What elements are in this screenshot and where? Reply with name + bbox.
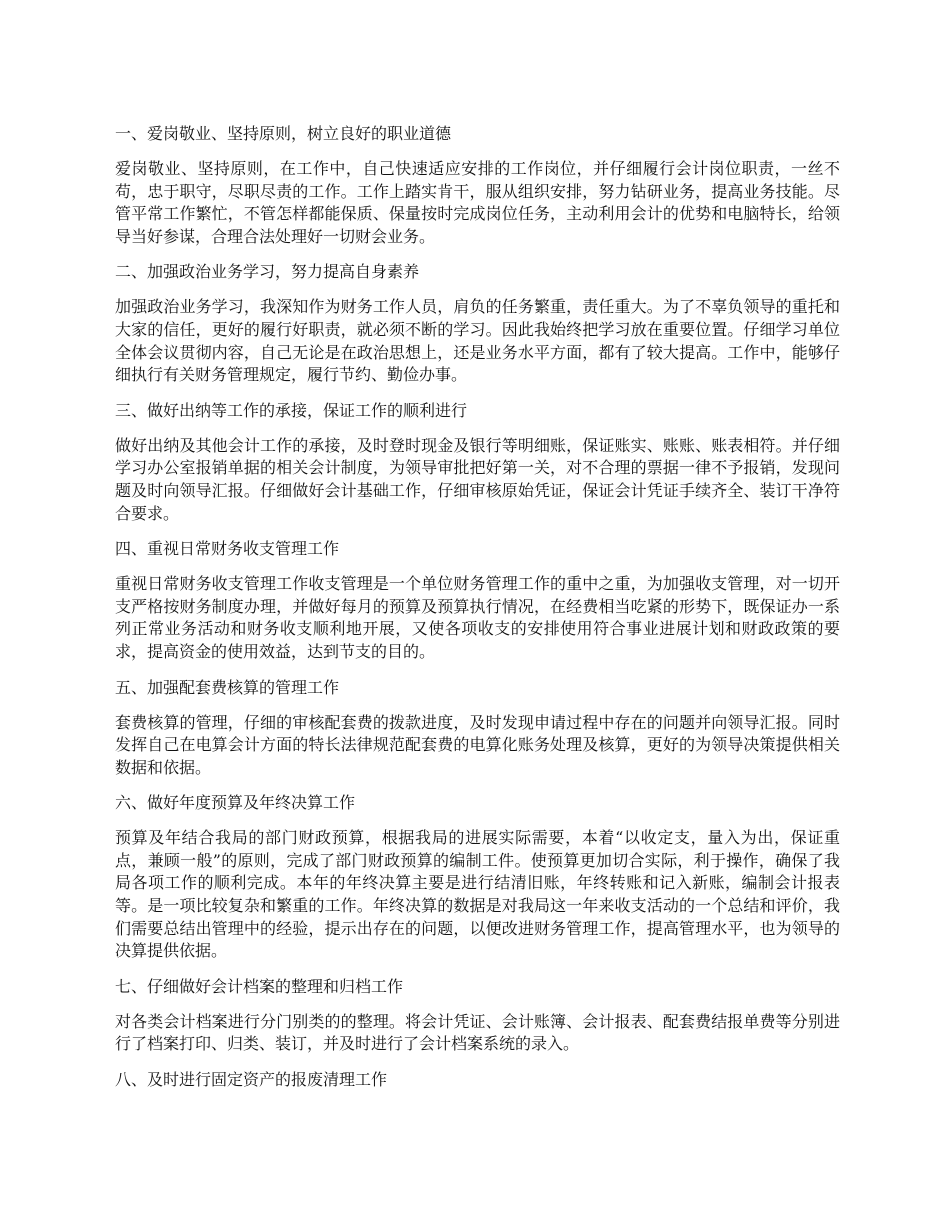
document-page [115,122,840,1104]
section-6-body: 预算及年结合我局的部门财政预算，根据我局的进展实际需要，本着“以收定支，量入为出，保证重点，兼顾一般”的原则，完成了部门财政预算的编制工件。使预算更加切合实际，利于操作，确保了我局各项工作的顺利完成。本年的年终决算主要是进行结清旧账，年终转账和记入新账，编制会计报表等。是一项比较复杂和繁重的工作。年终决算的数据是对我局这一年来收支活动的一个总结和评价，我们需要总结出管理中的经验，提示出存在的问题，以便改进财务管理工作，提高管理水平，也为领导的决算提供依据。 [115,828,840,961]
section-1-heading: 一、爱岗敬业、坚持原则，树立良好的职业道德 [115,124,452,143]
section-5-body: 套费核算的管理，仔细的审核配套费的拨款进度，及时发现申请过程中存在的问题并向领导汇报。同时发挥自己在电算会计方面的特长法律规范配套费的电算化账务处理及核算，更好的为领导决策提供相关数据和依据。 [115,712,840,777]
section-3-body: 做好出纳及其他会计工作的承接，及时登时现金及银行等明细账，保证账实、账账、账表相符。并仔细学习办公室报销单据的相关会计制度，为领导审批把好第一关，对不合理的票据一律不予报销，发现问题及时向领导汇报。仔细做好会计基础工作，仔细审核原始凭证，保证会计凭证手续齐全、装订干净符合要求。 [115,435,840,523]
section-4-heading: 四、重视日常财务收支管理工作 [115,539,340,559]
section-4-body: 重视日常财务收支管理工作收支管理是一个单位财务管理工作的重中之重，为加强收支管理，对一切开支严格按财务制度办理，并做好每月的预算及预算执行情况，在经费相当吃紧的形势下，既保证办一系列正常业务活动和财务收支顺利地开展，又使各项收支的安排使用符合事业进展计划和财政政策的要求，提高资金的使用效益，达到节支的目的。 [115,574,840,661]
section-3-heading: 三、做好出纳等工作的承接，保证工作的顺利进行 [115,400,468,420]
section-2-body: 加强政治业务学习，我深知作为财务工作人员，肩负的任务繁重，责任重大。为了不辜负领导的重托和大家的信任，更好的履行好职责，就必须不断的学习。因此我始终把学习放在重要位置。仔细学习单位全体会议贯彻内容，自己无论是在政治思想上，还是业务水平方面，都有了较大提高。工作中，能够仔细执行有关财务管理规定，履行节约、勤俭办事。 [115,297,840,385]
section-6-heading: 六、做好年度预算及年终决算工作 [115,793,356,813]
section-1-body: 爱岗敬业、坚持原则，在工作中，自己快速适应安排的工作岗位，并仔细履行会计岗位职责，一丝不苟，忠于职守，尽职尽责的工作。工作上踏实肯干，服从组织安排，努力钻研业务，提高业务技能。尽管平常工作繁忙，不管怎样都能保质、保量按时完成岗位任务，主动利用会计的优势和电脑特长，给领导当好参谋，合理合法处理好一切财会业务。 [115,159,840,246]
section-2-heading: 二、加强政治业务学习，努力提高自身素养 [115,262,420,282]
section-8-heading: 八、及时进行固定资产的报废清理工作 [115,1070,388,1090]
section-5-heading: 五、加强配套费核算的管理工作 [115,677,340,697]
section-7-body: 对各类会计档案进行分门别类的的整理。将会计凭证、会计账簿、会计报表、配套费结报单费等分别进行了档案打印、归类、装订，并及时进行了会计档案系统的录入。 [115,1011,840,1054]
section-7-heading: 七、仔细做好会计档案的整理和归档工作 [115,976,404,996]
